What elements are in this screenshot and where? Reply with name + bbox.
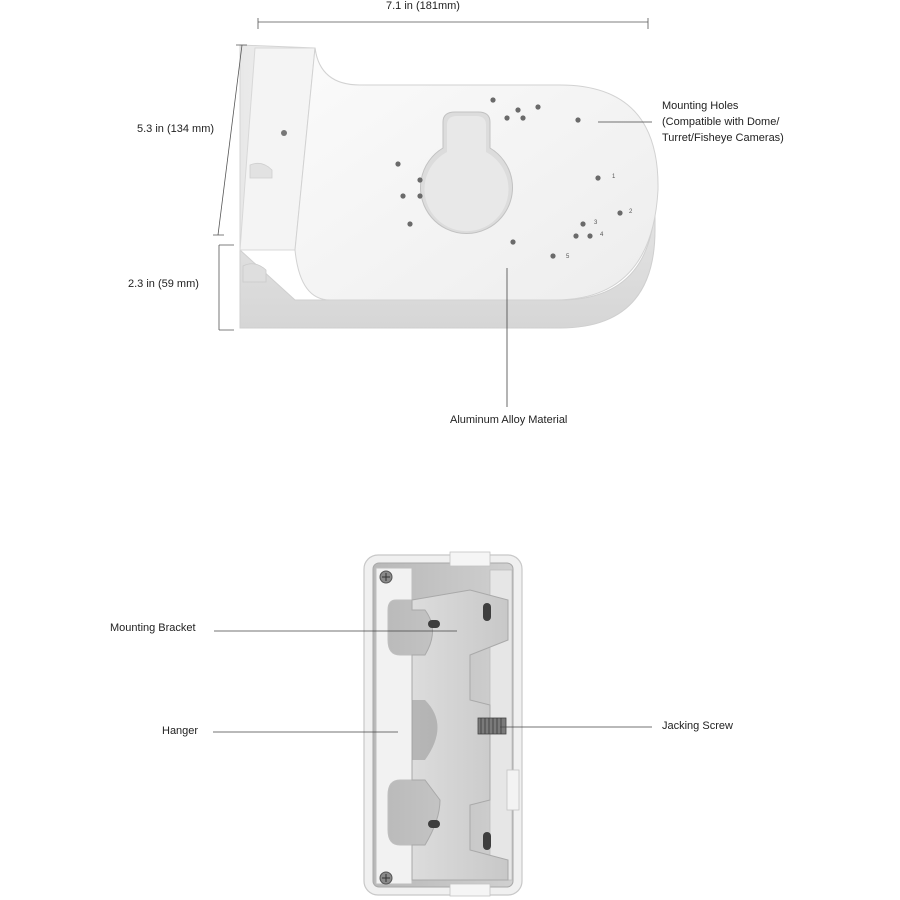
hanger-callout: Hanger: [162, 725, 199, 737]
wall-bracket-illustration: [240, 45, 658, 328]
jacking-screw-callout: Jacking Screw: [662, 720, 733, 732]
mounting-holes-line-1: Mounting Holes: [662, 100, 739, 112]
material-callout: Aluminum Alloy Material: [450, 414, 568, 426]
mounting-holes-line-2: (Compatible with Dome/: [662, 116, 780, 128]
hole-number-3: 3: [594, 220, 598, 226]
mounting-holes-line-3: Turret/Fisheye Cameras): [662, 132, 784, 144]
width-dimension-line: [258, 18, 648, 29]
hole-number-2: 2: [629, 209, 633, 215]
width-dimension-label: 7.1 in (181mm): [386, 0, 460, 12]
hole-number-5: 5: [566, 254, 570, 260]
mounting-holes-callout: [662, 98, 802, 146]
depth-dimension-label: 5.3 in (134 mm): [137, 123, 215, 135]
mounting-bracket-callout: Mounting Bracket: [110, 622, 196, 634]
jacking-screw: [478, 718, 506, 734]
junction-box-illustration: [364, 552, 522, 896]
height-dimension-label: 2.3 in (59 mm): [128, 278, 199, 290]
hole-number-1: 1: [612, 174, 616, 180]
hole-number-4: 4: [600, 232, 604, 238]
height-dimension-line: [219, 245, 234, 330]
